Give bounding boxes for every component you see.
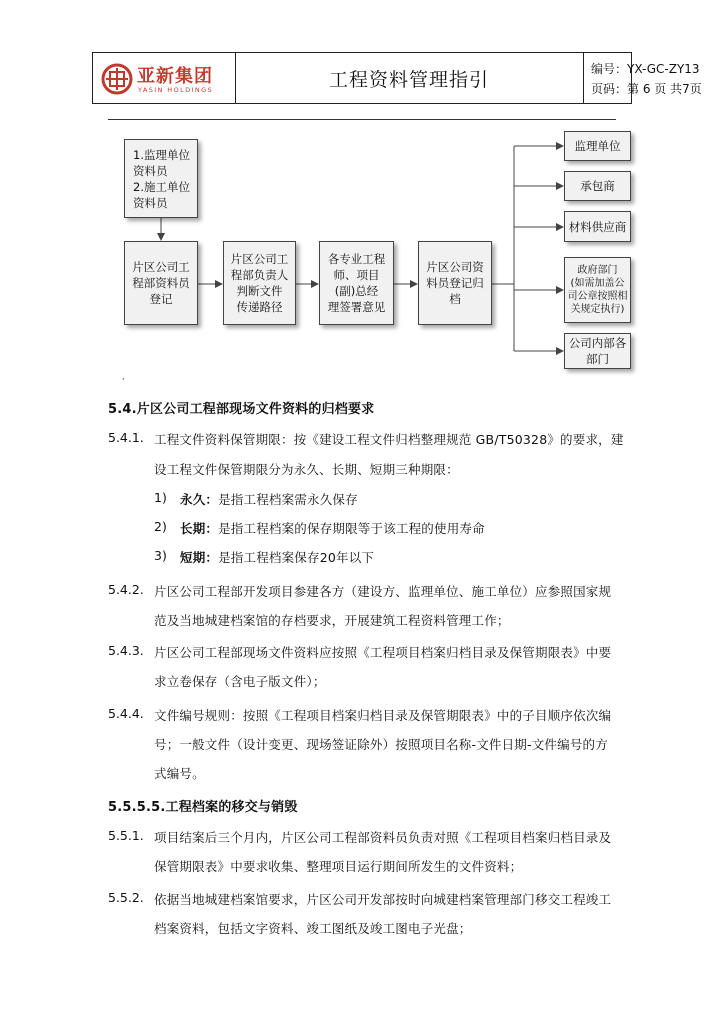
clause-5-4-3-line-2: 求立卷保存（含电子版文件）； — [154, 674, 326, 689]
flow-target-2: 承包商 — [564, 171, 631, 201]
flow-source-box: 1.监理单位 资料员 2.施工单位 资料员 — [124, 139, 198, 218]
clause-number-5-4-2: 5.4.2. — [108, 582, 144, 597]
list-desc-long-term: 是指工程档案的保存期限等于该工程的使用寿命 — [218, 521, 485, 536]
document-code: 编号：YX-GC-ZY13 — [591, 62, 700, 76]
flow-target-5: 公司内部各 部门 — [564, 333, 631, 369]
clause-5-4-4-line-3: 式编号。 — [154, 766, 205, 781]
flow-step-3: 各专业工程 师、项目 (副)总经 理签署意见 — [319, 241, 394, 325]
list-desc-permanent: 是指工程档案需永久保存 — [218, 492, 358, 507]
clause-5-4-4-line-2: 号；一般文件（设计变更、现场签证除外）按照项目名称-文件日期-文件编号的方 — [154, 737, 608, 752]
stray-mark: , — [122, 372, 125, 381]
flow-target-4: 政府部门 (如需加盖公 司公章按照相 关规定执行) — [564, 257, 631, 323]
flow-step-4: 片区公司资 料员登记归 档 — [418, 241, 492, 325]
clause-5-5-1-line-1: 项目结案后三个月内，片区公司工程部资料员负责对照《工程项目档案归档目录及 — [154, 830, 612, 845]
list-term-long-term: 长期： — [180, 521, 219, 536]
clause-5-4-3-line-1: 片区公司工程部现场文件资料应按照《工程项目档案归档目录及保管期限表》中要 — [154, 645, 612, 660]
document-title: 工程资料管理指引 — [235, 53, 584, 103]
flow-target-3: 材料供应商 — [564, 211, 631, 242]
clause-5-5-1-line-2: 保管期限表》中要求收集、整理项目运行期间所发生的文件资料； — [154, 859, 523, 874]
clause-5-4-4-line-1: 文件编号规则：按照《工程项目档案归档目录及保管期限表》中的子目顺序依次编 — [154, 708, 612, 723]
logo-name-cn: 亚新集团 — [137, 66, 213, 87]
page-number: 页码：第 6 页 共7页 — [591, 82, 702, 96]
flow-step-1: 片区公司工 程部资料员 登记 — [124, 241, 198, 325]
clause-number-5-4-4: 5.4.4. — [108, 706, 144, 721]
list-item-short-term — [180, 548, 374, 566]
clause-number-5-5-1: 5.5.1. — [108, 828, 144, 843]
list-term-permanent: 永久： — [180, 492, 219, 507]
clause-5-4-2-line-2: 范及当地城建档案馆的存档要求，开展建筑工程资料管理工作； — [154, 613, 510, 628]
flow-target-1: 监理单位 — [564, 131, 631, 161]
logo-name-en: YASIN HOLDINGS — [138, 86, 214, 94]
clause-number-5-4-1: 5.4.1. — [108, 430, 144, 445]
list-number-3: 3) — [154, 548, 167, 563]
list-term-short-term: 短期： — [180, 550, 219, 565]
clause-5-5-2-line-1: 依据当地城建档案馆要求，片区公司开发部按时向城建档案管理部门移交工程竣工 — [154, 892, 612, 907]
clause-number-5-4-3: 5.4.3. — [108, 643, 144, 658]
flow-step-2: 片区公司工 程部负责人 判断文件 传递路径 — [223, 241, 296, 325]
clause-5-4-1-line-2: 设工程文件保管期限分为永久、长期、短期三种期限： — [154, 462, 459, 477]
list-item-long-term — [180, 519, 485, 537]
list-desc-short-term: 是指工程档案保存20年以下 — [218, 550, 375, 565]
clause-5-4-2-line-1: 片区公司工程部开发项目参建各方（建设方、监理单位、施工单位）应参照国家规 — [154, 584, 612, 599]
list-number-1: 1) — [154, 490, 167, 505]
clause-number-5-5-2: 5.5.2. — [108, 890, 144, 905]
list-item-permanent — [180, 490, 358, 508]
clause-5-4-1-line-1: 工程文件资料保管期限：按《建设工程文件归档整理规范 GB/T50328》的要求，建 — [154, 432, 624, 447]
list-number-2: 2) — [154, 519, 167, 534]
section-heading-5-4: 5.4.片区公司工程部现场文件资料的归档要求 — [108, 402, 375, 417]
clause-5-5-2-line-2: 档案资料，包括文字资料、竣工图纸及竣工图电子光盘； — [154, 921, 472, 936]
section-heading-5-5: 5.5.5.5.工程档案的移交与销毁 — [108, 800, 298, 815]
